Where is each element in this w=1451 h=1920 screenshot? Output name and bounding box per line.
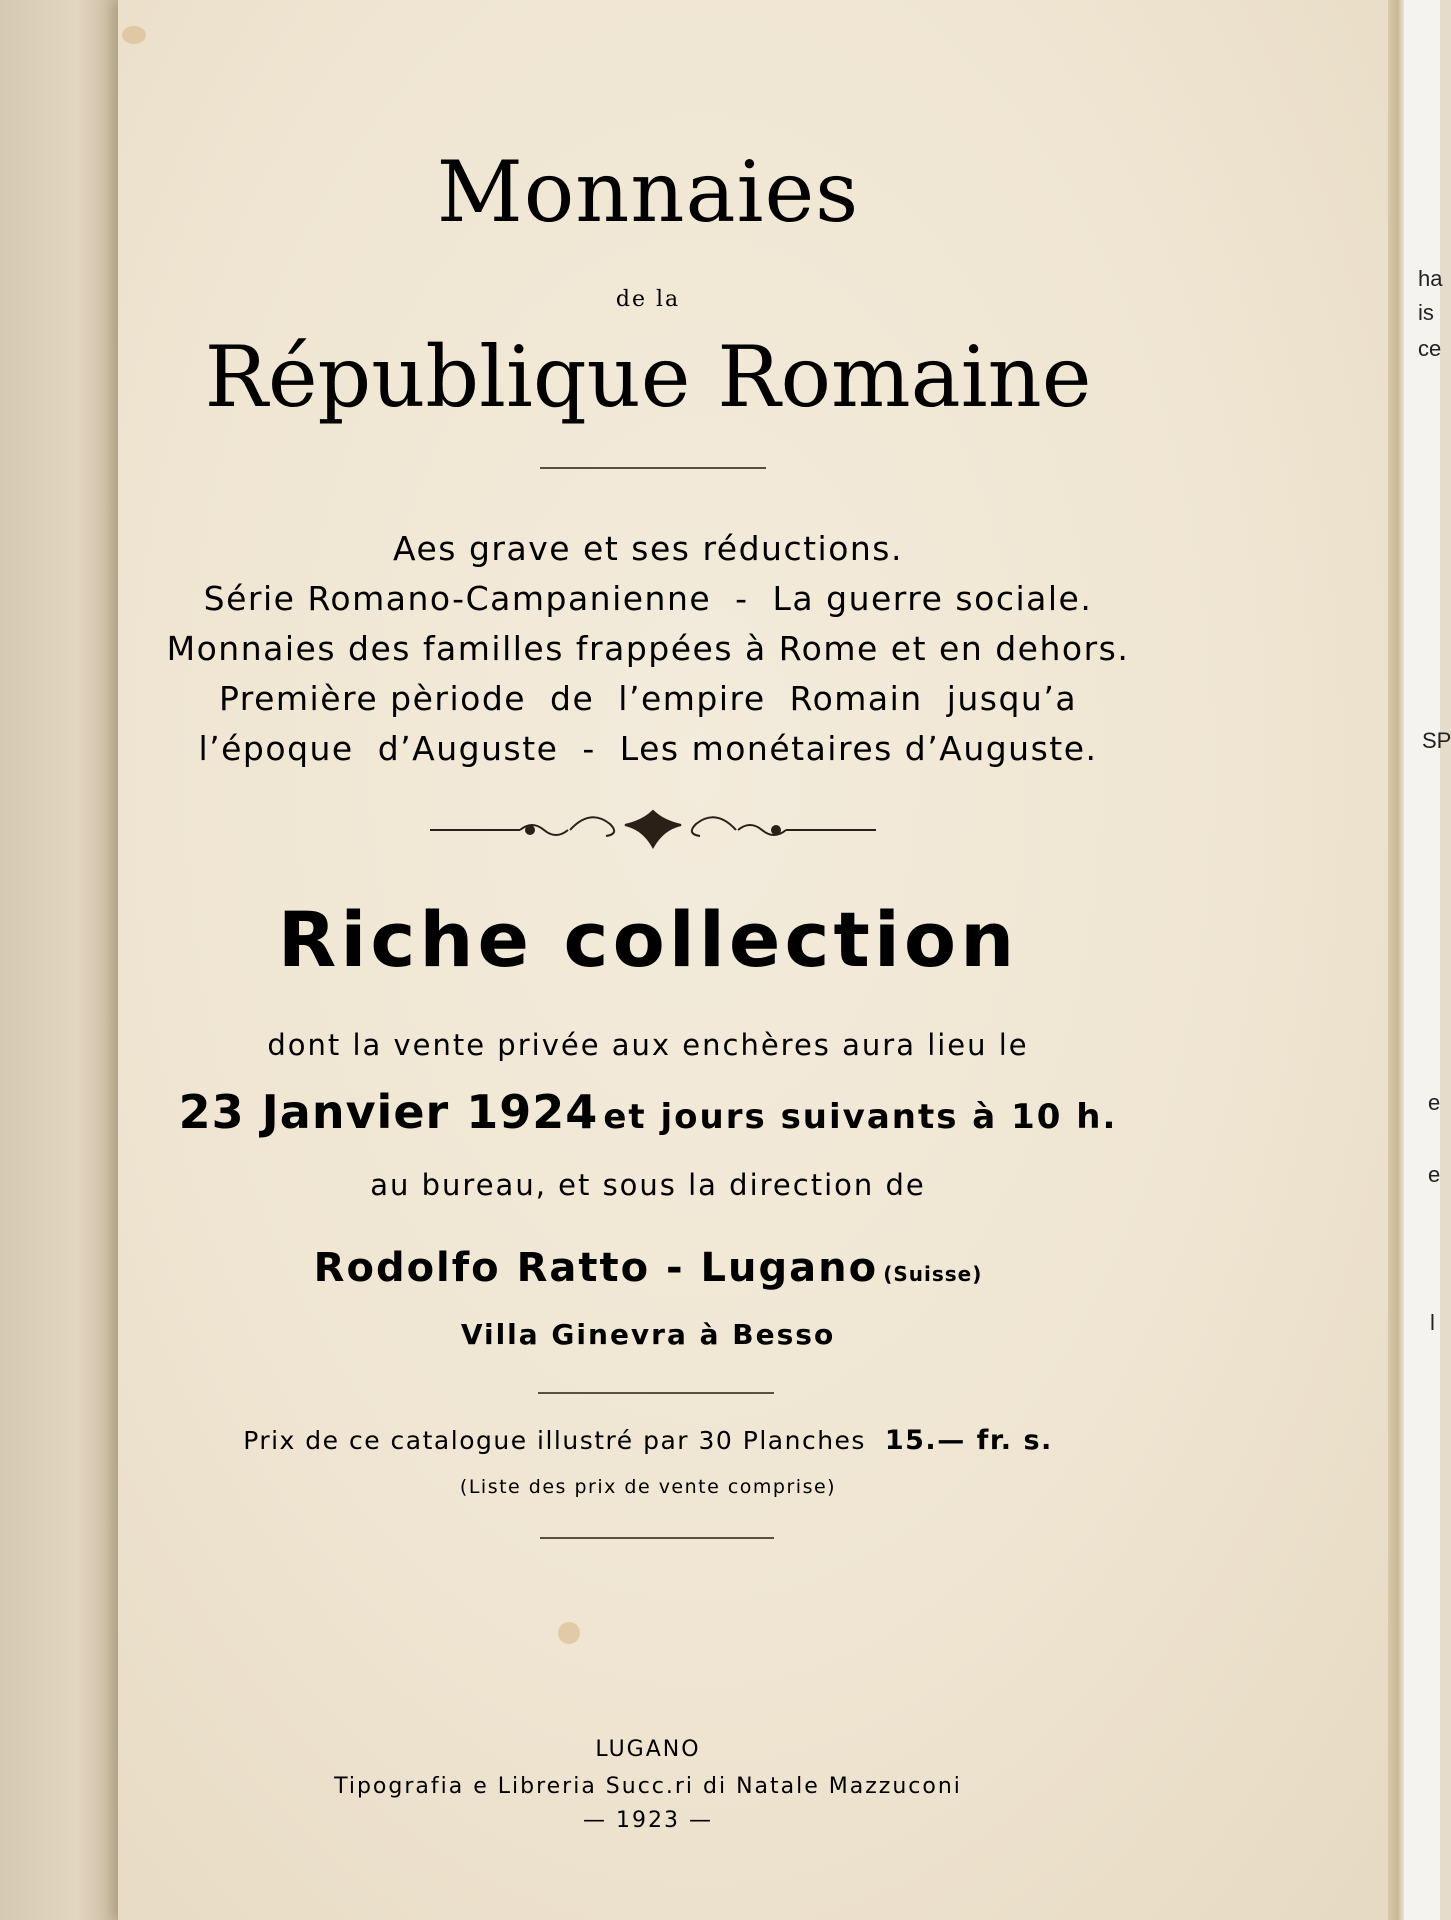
divider: [540, 1537, 774, 1539]
sale-intro: dont la vente privée aux enchères aura lieu le: [267, 1028, 1029, 1062]
dealer-address: Villa Ginevra à Besso: [460, 1318, 836, 1351]
foxing-spot: [122, 26, 146, 44]
dealer-line: [118, 1245, 1178, 1291]
background-text: e: [1428, 1090, 1441, 1115]
background-document: [1404, 0, 1451, 1920]
background-text: ha: [1418, 266, 1443, 291]
dealer-name: Rodolfo Ratto - Lugano: [313, 1245, 879, 1291]
price-value: 15.— fr. s.: [884, 1425, 1053, 1456]
foxing-spot: [558, 1622, 580, 1644]
imprint-city: LUGANO: [595, 1737, 701, 1762]
price-text: Prix de ce catalogue illustré par 30 Planches: [243, 1426, 866, 1455]
divider: [540, 467, 766, 469]
divider: [538, 1392, 774, 1394]
direction-line: au bureau, et sous la direction de: [370, 1168, 926, 1202]
page-title-2: République Romaine: [204, 328, 1092, 426]
description-line: Série Romano-Campanienne - La guerre sociale.: [203, 579, 1093, 618]
subtitle-small: de la: [615, 287, 681, 312]
imprint-printer: Tipografia e Libreria Succ.ri di Natale Mazzuconi: [334, 1774, 962, 1799]
sale-date-line: [118, 1085, 1178, 1139]
ornament-flourish: [430, 803, 876, 853]
background-text: SP: [1422, 728, 1451, 753]
description: [118, 524, 1178, 774]
description-line: Aes grave et ses réductions.: [393, 529, 903, 568]
description-line: Monnaies des familles frappées à Rome et en dehors.: [166, 629, 1130, 668]
description-line: Première pèriode de l’empire Romain jusqu’a: [218, 679, 1078, 718]
imprint-year: — 1923 —: [583, 1808, 713, 1833]
collection-title: Riche collection: [277, 895, 1019, 984]
background-text: l: [1430, 1310, 1435, 1335]
page-title: Monnaies: [436, 143, 860, 241]
page-edge: [1388, 0, 1404, 1920]
background-text: is: [1418, 300, 1434, 325]
price-note: (Liste des prix de vente comprise): [459, 1476, 837, 1498]
description-line: l’époque d’Auguste - Les monétaires d’Auguste.: [198, 729, 1098, 768]
sale-date: 23 Janvier 1924: [178, 1085, 599, 1139]
price-line: [118, 1425, 1178, 1456]
sale-time: et jours suivants à 10 h.: [603, 1097, 1118, 1137]
background-text: e: [1428, 1162, 1441, 1187]
background-text: ce: [1418, 336, 1442, 361]
dealer-country: (Suisse): [883, 1262, 983, 1286]
